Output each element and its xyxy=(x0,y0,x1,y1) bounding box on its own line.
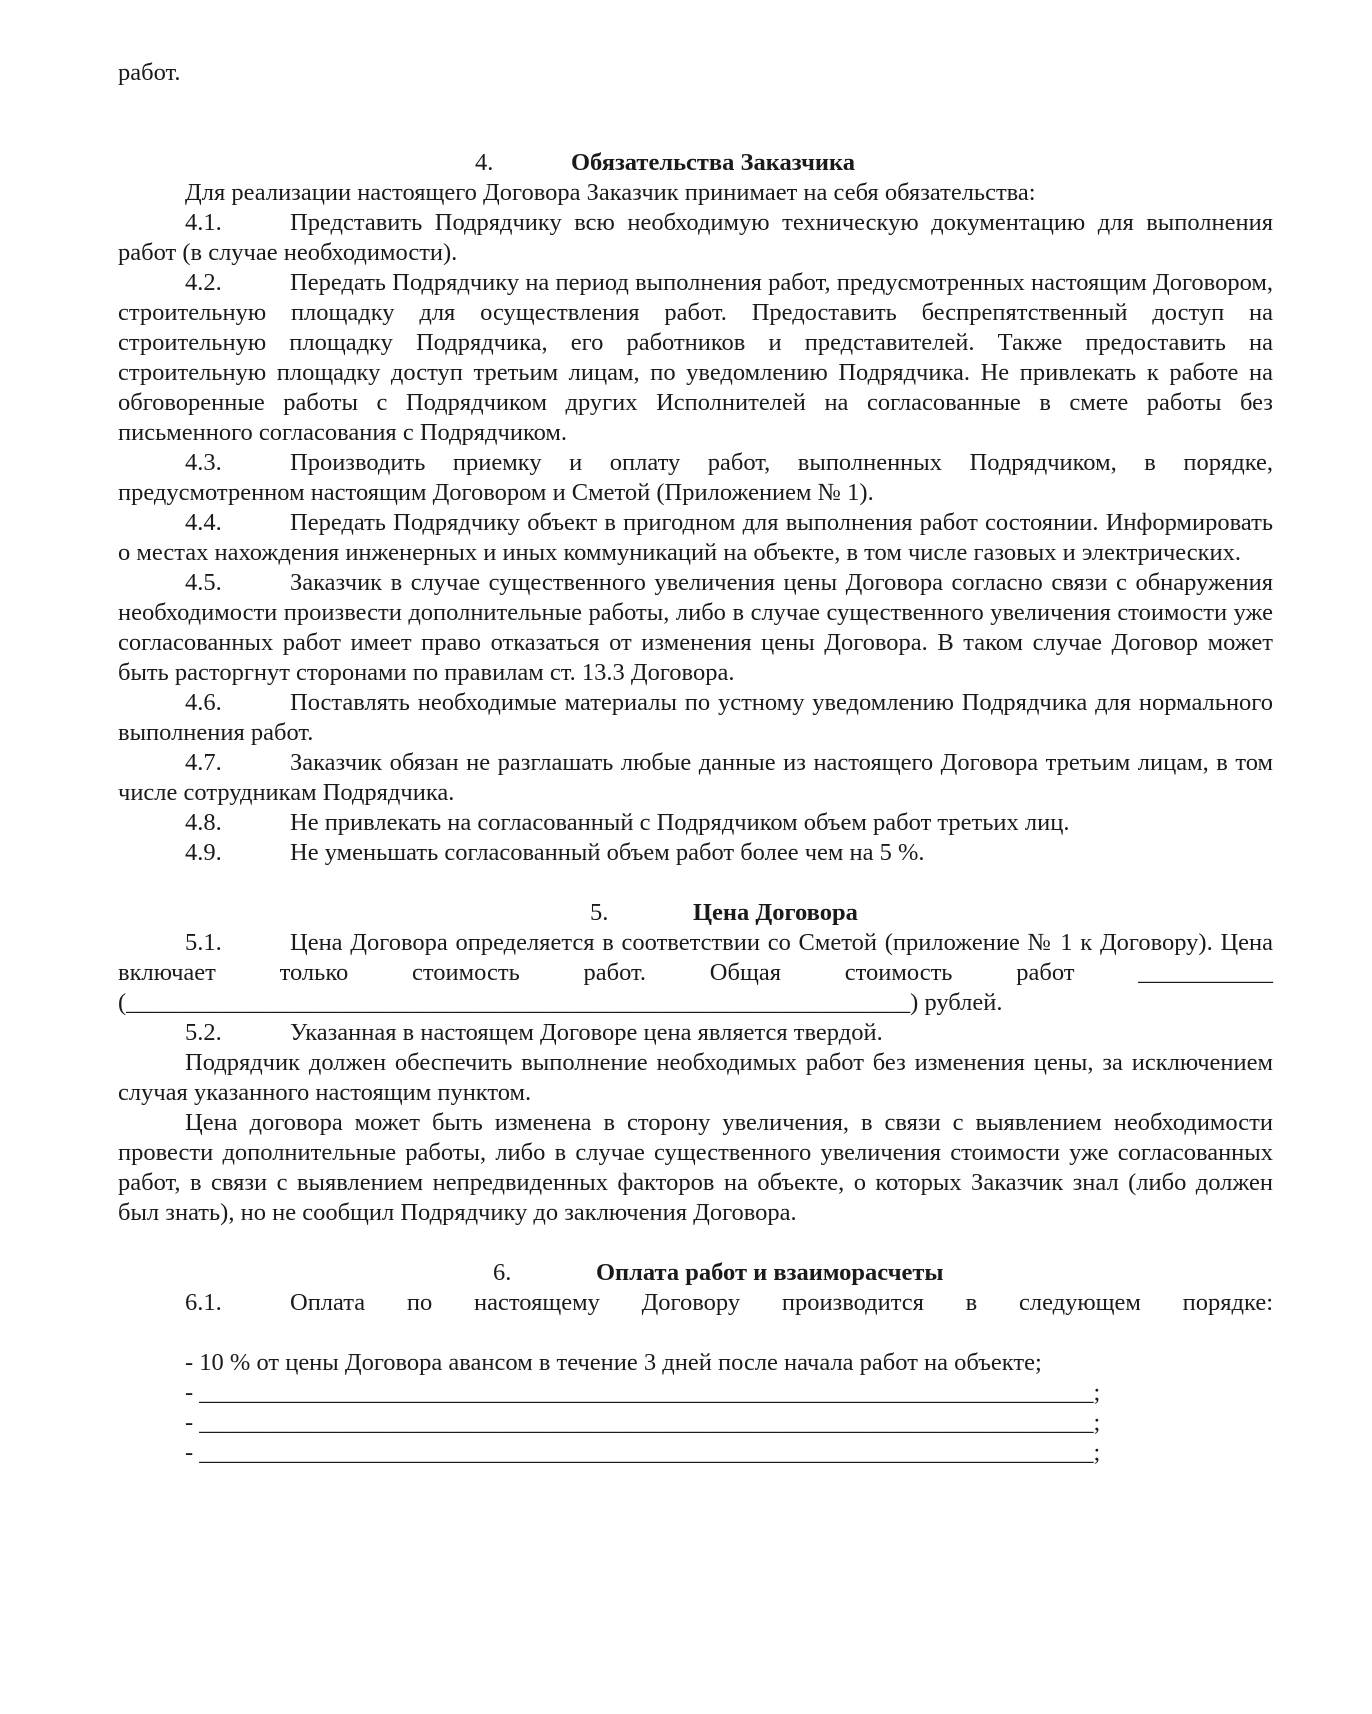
section-4-heading xyxy=(118,148,1273,178)
clause-text: Передать Подрядчику на период выполнения работ, предусмотренных настоящим Договором, строительную площадку для осуществления работ. Предоставить беспрепятственный доступ на строительную площадку Подрядчика, его работников и представителей. Также предоставить на строительную площадку доступ третьим лицам, по уведомлению Подрядчика. Не привлекать к работе на обговоренные работы с Подрядчиком других Исполнителей на согласованные в смете работы без письменного согласования с Подрядчиком. xyxy=(118,269,1273,446)
section-number: 6. xyxy=(493,1259,512,1286)
clause-number: 4.2. xyxy=(185,269,222,296)
clause-text: Производить приемку и оплату работ, выполненных Подрядчиком, в порядке, предусмотренном настоящим Договором и Сметой (Приложением № 1). xyxy=(118,449,1273,506)
section-6-heading xyxy=(118,1258,1273,1288)
clause-text: Заказчик в случае существенного увеличения цены Договора согласно связи с обнаружения необходимости произвести дополнительные работы, либо в случае существенного увеличения стоимости уже согласованных работ имеет право отказаться от изменения цены Договора. В таком случае Договор может быть расторгнут сторонами по правилам ст. 13.3 Договора. xyxy=(118,569,1273,686)
spacer xyxy=(118,88,1273,148)
clause-4-9 xyxy=(118,838,1273,868)
clause-number: 4.8. xyxy=(185,809,222,836)
spacer xyxy=(118,868,1273,898)
clause-text: Передать Подрядчику объект в пригодном для выполнения работ состоянии. Информировать о местах нахождения инженерных и иных коммуникаций на объекте, в том числе газовых и электрических. xyxy=(118,509,1273,566)
clause-number: 4.9. xyxy=(185,839,222,866)
clause-text: Указанная в настоящем Договоре цена является твердой. xyxy=(290,1019,883,1046)
clause-4-4 xyxy=(118,508,1273,568)
payment-line: - _________________________________________________________________________; xyxy=(185,1439,1101,1466)
section-number: 4. xyxy=(475,149,494,176)
clause-4-3 xyxy=(118,448,1273,508)
section-4-intro: Для реализации настоящего Договора Заказчик принимает на себя обязательства: xyxy=(185,179,1036,206)
top-fragment: работ. xyxy=(118,59,181,86)
section-title: Цена Договора xyxy=(693,899,858,926)
spacer xyxy=(118,1318,1273,1348)
clause-number: 5.1. xyxy=(185,929,222,956)
section-5-paragraph-1: Подрядчик должен обеспечить выполнение необходимых работ без изменения цены, за исключением случая указанного настоящим пунктом. xyxy=(118,1049,1273,1106)
section-title: Оплата работ и взаиморасчеты xyxy=(596,1259,944,1286)
section-title: Обязательства Заказчика xyxy=(571,149,855,176)
clause-number: 5.2. xyxy=(185,1019,222,1046)
clause-text: Не уменьшать согласованный объем работ более чем на 5 %. xyxy=(290,839,925,866)
clause-text: Представить Подрядчику всю необходимую техническую документацию для выполнения работ (в случае необходимости). xyxy=(118,209,1273,266)
clause-number: 6.1. xyxy=(185,1289,222,1316)
clause-text: Цена Договора определяется в соответствии со Сметой (приложение № 1 к Договору). Цена включает только стоимость работ. Общая стоимость работ ___________ xyxy=(118,929,1273,986)
section-5-paragraph-2: Цена договора может быть изменена в сторону увеличения, в связи с выявлением необходимости провести дополнительные работы, либо в случае существенного увеличения стоимости уже согласованных работ, в связи с выявлением непредвиденных факторов на объекте, о которых Заказчик знал (либо должен был знать), но не сообщил Подрядчику до заключения Договора. xyxy=(118,1109,1273,1226)
clause-text: Не привлекать на согласованный с Подрядчиком объем работ третьих лиц. xyxy=(290,809,1070,836)
payment-line: - _________________________________________________________________________; xyxy=(185,1379,1101,1406)
clause-4-2 xyxy=(118,268,1273,448)
clause-text: Заказчик обязан не разглашать любые данные из настоящего Договора третьим лицам, в том числе сотрудникам Подрядчика. xyxy=(118,749,1273,806)
clause-number: 4.3. xyxy=(185,449,222,476)
spacer xyxy=(118,1228,1273,1258)
clause-text: Поставлять необходимые материалы по устному уведомлению Подрядчика для нормального выполнения работ. xyxy=(118,689,1273,746)
clause-5-1 xyxy=(118,928,1273,988)
payment-line: - 10 % от цены Договора авансом в течение 3 дней после начала работ на объекте; xyxy=(185,1349,1042,1376)
clause-4-8 xyxy=(118,808,1273,838)
section-5-heading xyxy=(118,898,1273,928)
clause-number: 4.5. xyxy=(185,569,222,596)
price-blank-line: (________________________________________________________________) рублей. xyxy=(118,989,1003,1016)
clause-4-1 xyxy=(118,208,1273,268)
clause-number: 4.6. xyxy=(185,689,222,716)
payment-line: - _________________________________________________________________________; xyxy=(185,1409,1101,1436)
clause-number: 4.7. xyxy=(185,749,222,776)
clause-number: 4.1. xyxy=(185,209,222,236)
section-number: 5. xyxy=(590,899,609,926)
document-page xyxy=(118,58,1273,1468)
clause-6-1 xyxy=(118,1288,1273,1318)
clause-text: Оплата по настоящему Договору производится в следующем порядке: xyxy=(290,1289,1273,1316)
clause-4-6 xyxy=(118,688,1273,748)
clause-5-2 xyxy=(118,1018,1273,1048)
clause-4-7 xyxy=(118,748,1273,808)
clause-4-5 xyxy=(118,568,1273,688)
clause-number: 4.4. xyxy=(185,509,222,536)
